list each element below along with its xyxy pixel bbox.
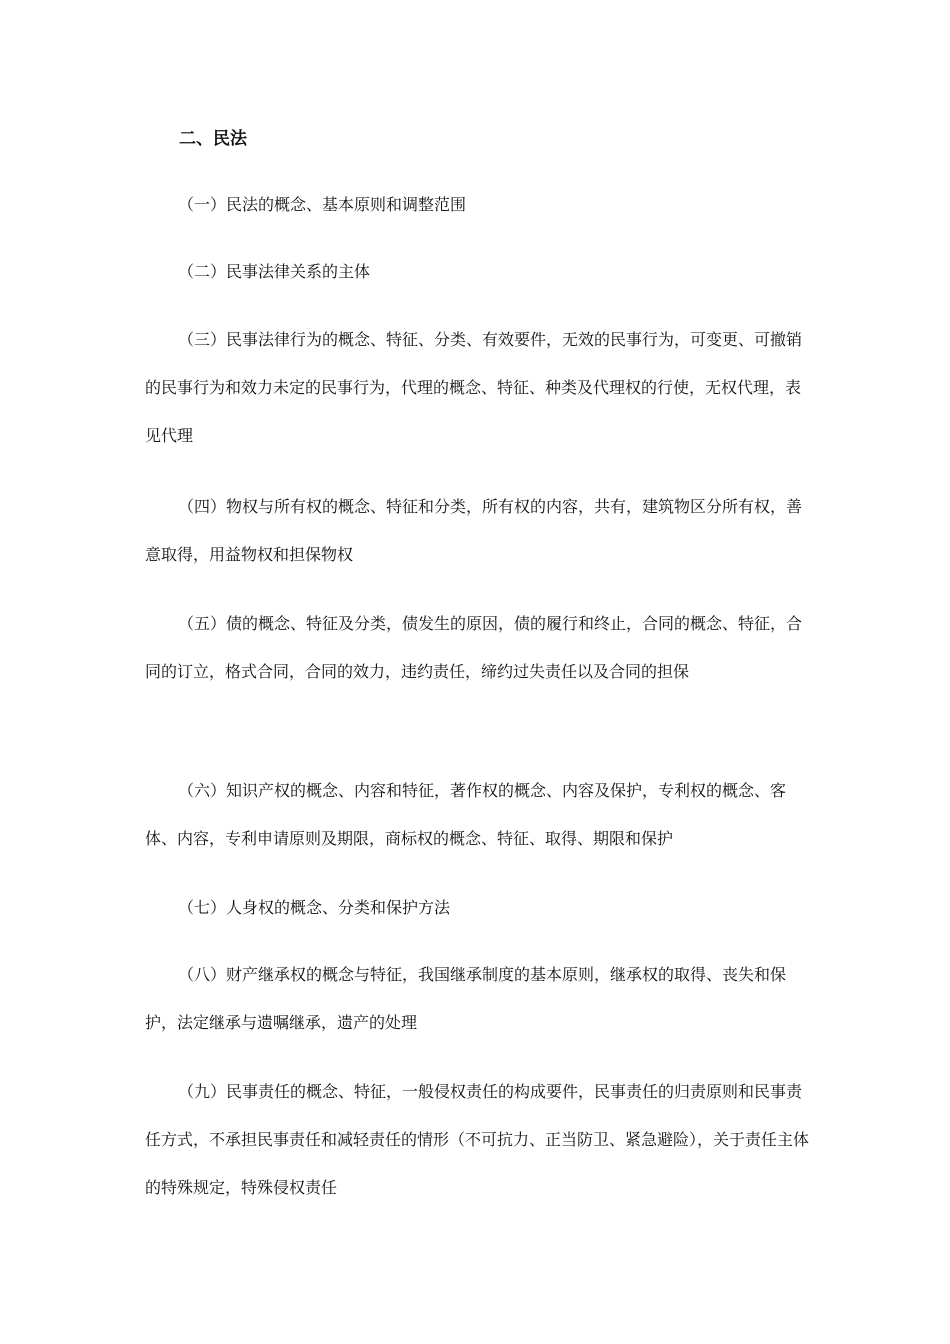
section-heading: 二、民法 <box>179 129 247 149</box>
paragraph-9: （九）民事责任的概念、特征，一般侵权责任的构成要件，民事责任的归责原则和民事责任方式，不承担民事责任和减轻责任的情形（不可抗力、正当防卫、紧急避险），关于责任主体的特殊规定，特殊侵权责任 <box>145 1082 810 1197</box>
paragraph-1: （一）民法的概念、基本原则和调整范围 <box>178 195 467 214</box>
paragraph-5: （五）债的概念、特征及分类，债发生的原因，债的履行和终止，合同的概念、特征，合同的订立，格式合同，合同的效力，违约责任，缔约过失责任以及合同的担保 <box>145 614 803 681</box>
paragraph-7: （七）人身权的概念、分类和保护方法 <box>178 898 451 917</box>
paragraph-6: （六）知识产权的概念、内容和特征，著作权的概念、内容及保护，专利权的概念、客体、内容，专利申请原则及期限，商标权的概念、特征、取得、期限和保护 <box>145 781 787 848</box>
paragraph-4: （四）物权与所有权的概念、特征和分类，所有权的内容，共有，建筑物区分所有权，善意取得，用益物权和担保物权 <box>145 497 803 564</box>
paragraph-2: （二）民事法律关系的主体 <box>178 262 371 281</box>
paragraph-8: （八）财产继承权的概念与特征，我国继承制度的基本原则，继承权的取得、丧失和保护，法定继承与遗嘱继承，遗产的处理 <box>145 965 787 1032</box>
paragraph-3: （三）民事法律行为的概念、特征、分类、有效要件，无效的民事行为，可变更、可撤销的民事行为和效力未定的民事行为，代理的概念、特征、种类及代理权的行使，无权代理，表见代理 <box>145 330 803 445</box>
